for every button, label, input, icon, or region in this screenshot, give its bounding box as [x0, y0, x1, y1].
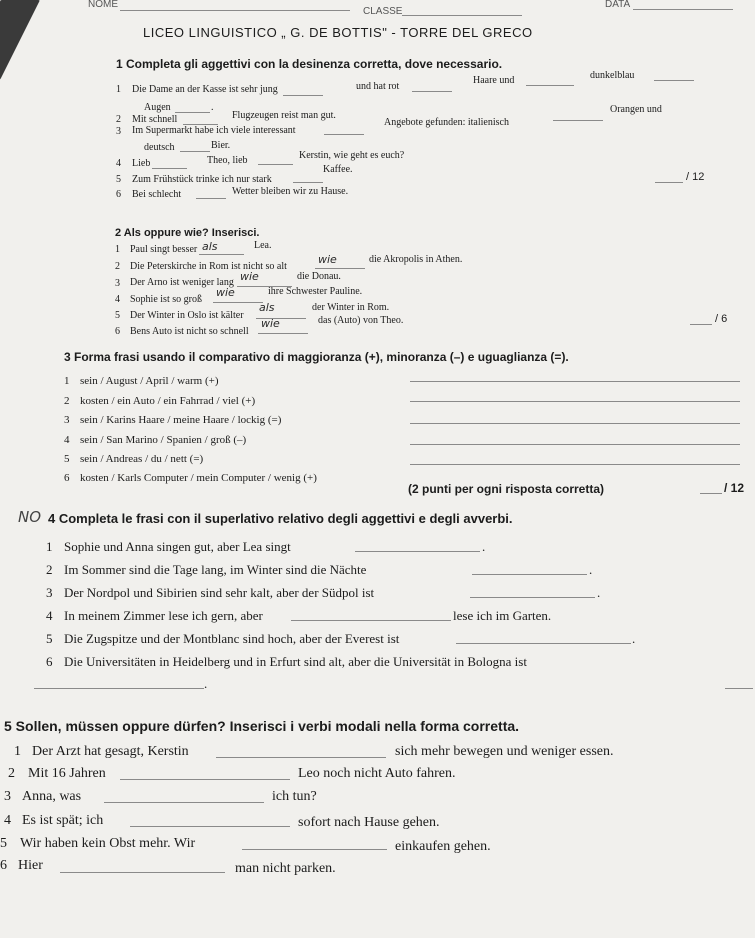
ex1-text: Kaffee. — [323, 164, 353, 175]
ex5-blank[interactable] — [130, 826, 290, 827]
ex2-blank[interactable] — [213, 302, 263, 303]
ex2-num: 4 — [115, 294, 120, 305]
ex4-text: . — [589, 562, 593, 577]
ex4-text: . — [632, 631, 636, 646]
page-shadow — [0, 0, 40, 80]
ex2-text: das (Auto) von Theo. — [318, 315, 404, 326]
ex1-text: Orangen und — [610, 104, 662, 115]
classe-label: CLASSE — [363, 6, 403, 17]
ex2-blank[interactable] — [315, 268, 365, 269]
ex2-text: Der Winter in Oslo ist kälter — [130, 310, 244, 321]
ex4-num: 5 — [46, 631, 53, 646]
ex2-answer: als — [202, 240, 218, 253]
ex1-text: dunkelblau — [590, 70, 635, 81]
ex2-num: 3 — [115, 278, 120, 289]
ex1-blank[interactable] — [293, 182, 323, 183]
ex2-blank[interactable] — [199, 254, 244, 255]
ex4-num: 6 — [46, 654, 53, 669]
ex3-answer-line[interactable] — [410, 444, 740, 445]
ex4-text: . — [597, 585, 601, 600]
ex3-num: 3 — [64, 414, 70, 426]
ex2-answer: wie — [240, 270, 259, 283]
ex1-score: / 12 — [686, 171, 705, 183]
ex3-prompt: sein / Karins Haare / meine Haare / lockig (=) — [80, 414, 282, 426]
ex1-text: deutsch — [144, 142, 175, 153]
ex5-text: sofort nach Hause gehen. — [298, 815, 440, 830]
ex2-text: Paul singt besser — [130, 244, 198, 255]
ex5-num: 1 — [14, 744, 21, 759]
ex1-text: Die Dame an der Kasse ist sehr jung — [132, 84, 278, 95]
ex2-text: der Winter in Rom. — [312, 302, 390, 313]
ex2-text: ihre Schwester Pauline. — [268, 286, 363, 297]
ex1-text: Bier. — [211, 140, 231, 151]
ex1-text: Augen — [144, 102, 171, 113]
ex1-num: 2 — [116, 114, 121, 125]
ex2-blank[interactable] — [258, 333, 308, 334]
ex1-text: Haare und — [473, 75, 515, 86]
ex4-blank[interactable] — [470, 597, 595, 598]
ex1-blank[interactable] — [526, 85, 574, 86]
ex3-num: 4 — [64, 434, 70, 446]
ex5-text: Anna, was — [22, 789, 82, 804]
ex4-handwritten-mark: NO — [18, 508, 42, 526]
ex5-text: Es ist spät; ich — [22, 813, 104, 828]
ex1-blank[interactable] — [258, 164, 293, 165]
ex1-num: 1 — [116, 84, 121, 95]
ex1-blank[interactable] — [175, 112, 210, 113]
ex4-score-blank[interactable] — [725, 688, 753, 689]
ex3-prompt: sein / San Marino / Spanien / groß (–) — [80, 434, 247, 446]
ex4-text: Die Zugspitze und der Montblanc sind hoch, aber der Everest ist — [64, 631, 400, 646]
ex3-answer-line[interactable] — [410, 401, 740, 402]
ex1-text: Mit schnell — [132, 114, 178, 125]
ex1-text: Flugzeugen reist man gut. — [232, 110, 336, 121]
ex2-text: Lea. — [254, 240, 272, 251]
ex4-text: Der Nordpol und Sibirien sind sehr kalt, aber der Südpol ist — [64, 585, 375, 600]
ex5-blank[interactable] — [242, 849, 387, 850]
ex5-blank[interactable] — [120, 779, 290, 780]
ex1-num: 3 — [116, 126, 121, 137]
ex5-num: 3 — [4, 789, 11, 804]
ex2-answer: wie — [216, 286, 235, 299]
ex3-prompt: sein / August / April / warm (+) — [80, 375, 219, 387]
ex2-text: Die Peterskirche in Rom ist nicht so alt — [130, 261, 287, 272]
ex1-blank[interactable] — [180, 151, 210, 152]
ex1-text: Kerstin, wie geht es euch? — [299, 150, 405, 161]
ex4-title: 4 Completa le frasi con il superlativo relativo degli aggettivi e degli avverbi. — [48, 511, 513, 526]
ex5-blank[interactable] — [60, 872, 225, 873]
ex1-num: 6 — [116, 189, 121, 200]
ex1-blank[interactable] — [412, 91, 452, 92]
ex4-num: 2 — [46, 562, 53, 577]
ex4-text: Im Sommer sind die Tage lang, im Winter sind die Nächte — [64, 562, 367, 577]
ex5-text: Hier — [18, 858, 43, 873]
ex2-answer: wie — [318, 253, 337, 266]
ex3-num: 6 — [64, 472, 70, 484]
ex4-text: lese ich im Garten. — [453, 608, 552, 623]
data-field[interactable] — [633, 9, 733, 10]
school-title: LICEO LINGUISTICO „ G. DE BOTTIS" - TORRE DEL GRECO — [143, 25, 533, 40]
ex1-blank[interactable] — [654, 80, 694, 81]
ex5-num: 2 — [8, 766, 15, 781]
ex3-score: / 12 — [724, 481, 745, 495]
ex3-title: 3 Forma frasi usando il comparativo di maggioranza (+), minoranza (–) e uguaglianza (=). — [64, 350, 569, 364]
ex2-text: Der Arno ist weniger lang — [130, 277, 234, 288]
ex3-answer-line[interactable] — [410, 423, 740, 424]
nome-label: NOME — [88, 0, 118, 10]
classe-field[interactable] — [402, 15, 522, 16]
ex3-score-blank[interactable] — [700, 493, 722, 494]
ex1-text: und hat rot — [356, 81, 400, 92]
ex3-answer-line[interactable] — [410, 464, 740, 465]
ex1-text: Im Supermarkt habe ich viele interessant — [132, 125, 296, 136]
ex1-title: 1 Completa gli aggettivi con la desinenza corretta, dove necessario. — [116, 57, 503, 71]
ex2-answer: wie — [261, 317, 280, 330]
ex1-text: Bei schlecht — [132, 189, 182, 200]
ex2-score-blank[interactable] — [690, 324, 712, 325]
ex2-answer: als — [259, 301, 275, 314]
ex1-text: Zum Frühstück trinke ich nur stark — [132, 174, 272, 185]
ex1-score-blank[interactable] — [655, 182, 683, 183]
ex2-text: Bens Auto ist nicht so schnell — [130, 326, 249, 337]
ex3-prompt: sein / Andreas / du / nett (=) — [80, 453, 204, 465]
ex3-prompt: kosten / ein Auto / ein Fahrrad / viel (+) — [80, 395, 256, 407]
ex5-text: man nicht parken. — [235, 861, 336, 876]
ex4-text: Die Universitäten in Heidelberg und in Erfurt sind alt, aber die Universität in Bologna ist — [64, 654, 527, 669]
ex2-num: 6 — [115, 326, 120, 337]
ex2-num: 2 — [115, 261, 120, 272]
ex2-text: die Donau. — [297, 271, 341, 282]
ex4-blank[interactable] — [472, 574, 587, 575]
ex5-text: ich tun? — [272, 789, 317, 804]
nome-field[interactable] — [120, 10, 350, 11]
ex4-num: 4 — [46, 608, 53, 623]
ex5-num: 4 — [4, 813, 11, 828]
ex5-blank[interactable] — [104, 802, 264, 803]
ex1-text: . — [211, 102, 214, 113]
ex2-num: 5 — [115, 310, 120, 321]
ex3-num: 1 — [64, 375, 70, 387]
ex1-text: Lieb — [132, 158, 151, 169]
ex2-title: 2 Als oppure wie? Inserisci. — [115, 227, 260, 239]
ex4-text: In meinem Zimmer lese ich gern, aber — [64, 608, 263, 623]
ex3-answer-line[interactable] — [410, 381, 740, 382]
ex2-score: / 6 — [715, 313, 728, 325]
ex5-text: Leo noch nicht Auto fahren. — [298, 766, 456, 781]
ex5-text: sich mehr bewegen und weniger essen. — [395, 744, 614, 759]
ex4-text: Sophie und Anna singen gut, aber Lea singt — [64, 539, 291, 554]
ex1-blank[interactable] — [196, 198, 226, 199]
ex5-text: Wir haben kein Obst mehr. Wir — [20, 836, 196, 851]
ex4-text: . — [482, 539, 486, 554]
ex1-blank[interactable] — [324, 134, 364, 135]
ex2-text: die Akropolis in Athen. — [369, 254, 463, 265]
ex4-num: 1 — [46, 539, 53, 554]
ex5-blank[interactable] — [216, 757, 386, 758]
ex3-num: 2 — [64, 395, 70, 407]
ex1-blank[interactable] — [283, 95, 323, 96]
ex5-text: Der Arzt hat gesagt, Kerstin — [32, 744, 189, 759]
data-label: DATA — [605, 0, 631, 10]
ex2-num: 1 — [115, 244, 120, 255]
ex1-text: Theo, lieb — [207, 155, 248, 166]
ex1-text: Wetter bleiben wir zu Hause. — [232, 186, 349, 197]
ex4-num: 3 — [46, 585, 53, 600]
ex3-prompt: kosten / Karls Computer / mein Computer / wenig (+) — [80, 472, 317, 484]
ex4-text: . — [204, 676, 208, 691]
ex4-blank[interactable] — [456, 643, 631, 644]
ex1-num: 4 — [116, 158, 121, 169]
ex5-title: 5 Sollen, müssen oppure dürfen? Inserisci i verbi modali nella forma corretta. — [4, 718, 520, 734]
ex1-blank[interactable] — [152, 168, 187, 169]
ex5-text: Mit 16 Jahren — [28, 766, 106, 781]
ex2-text: Sophie ist so groß — [130, 294, 202, 305]
ex5-num: 6 — [0, 858, 7, 873]
ex5-num: 5 — [0, 836, 7, 851]
ex4-blank[interactable] — [355, 551, 480, 552]
ex5-text: einkaufen gehen. — [395, 839, 491, 854]
ex1-num: 5 — [116, 174, 121, 185]
ex1-blank[interactable] — [553, 120, 603, 121]
ex3-note: (2 punti per ogni risposta corretta) — [408, 482, 605, 496]
ex4-blank[interactable] — [291, 620, 451, 621]
ex1-text: Angebote gefunden: italienisch — [384, 117, 509, 128]
ex4-blank[interactable] — [34, 688, 204, 689]
ex3-num: 5 — [64, 453, 70, 465]
